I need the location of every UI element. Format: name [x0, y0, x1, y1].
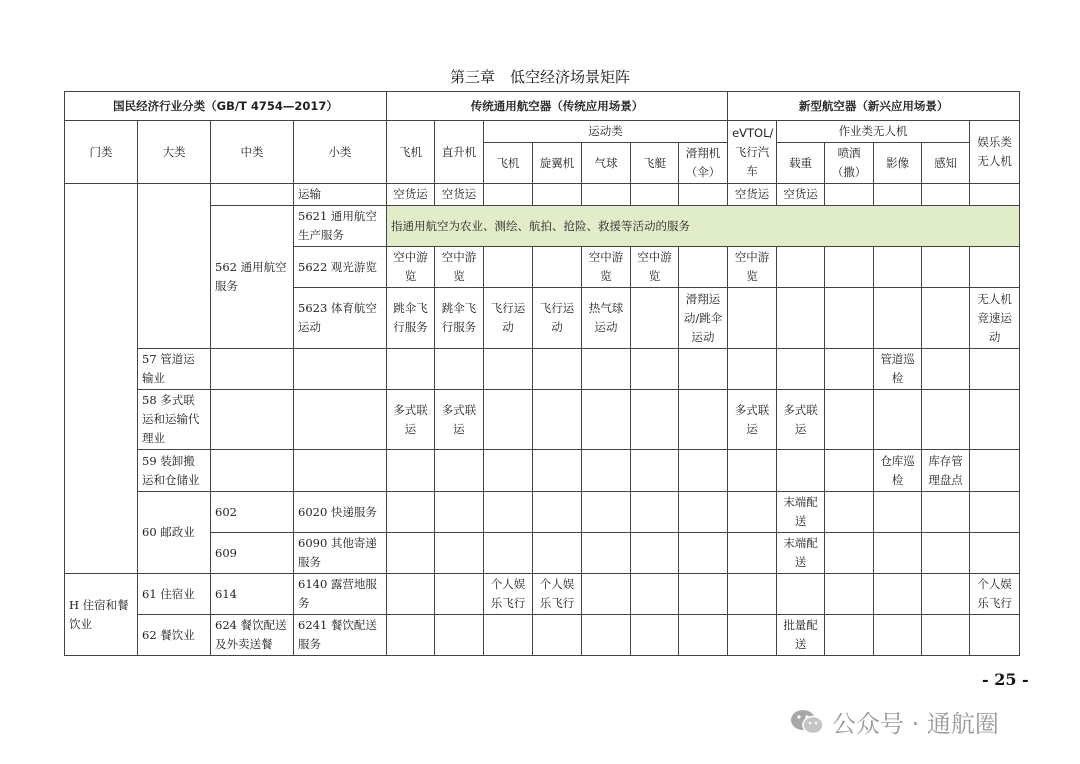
- col-spray: 喷洒（撒）: [825, 143, 874, 184]
- table-row: H 住宿和餐饮业 61 住宿业 614 6140 露营地服务 个人娱乐飞行 个人娱乐飞行 个人娱乐飞行: [65, 574, 1020, 615]
- table-row: 58 多式联运和运输代理业 多式联运 多式联运 多式联运 多式联运: [65, 390, 1020, 450]
- col-helicopter: 直升机: [435, 121, 484, 184]
- col-load: 载重: [777, 143, 825, 184]
- header-row-2: [65, 121, 1020, 143]
- table-row: 62 餐饮业 624 餐饮配送及外卖送餐 6241 餐饮配送服务 批量配送: [65, 615, 1020, 656]
- table-row: 59 装卸搬运和仓储业 仓库巡检 库存管理盘点: [65, 450, 1020, 492]
- col-glider: 滑翔机（伞）: [679, 143, 728, 184]
- watermark: [790, 704, 999, 739]
- table-row: 5623 体育航空运动 跳伞飞行服务 跳伞飞行服务 飞行运动 飞行运动 热气球运动 滑翔运动/跳伞运动 无人机竞速运动: [65, 288, 1020, 349]
- table-row: 5622 观光游览 空中游览 空中游览 空中游览 空中游览 空中游览: [65, 247, 1020, 288]
- col-balloon: 气球: [582, 143, 631, 184]
- col-zhong: 中类: [211, 121, 294, 184]
- col-xiao: 小类: [294, 121, 387, 184]
- table-row: 609 6090 其他寄递服务 末端配送: [65, 533, 1020, 574]
- table-row: 57 管道运输业 管道巡检: [65, 349, 1020, 390]
- col-men: 门类: [65, 121, 138, 184]
- wechat-icon: [790, 709, 824, 735]
- header-new-aircraft: 新型航空器（新兴应用场景）: [728, 92, 1020, 121]
- col-entertainment-uav: 娱乐类无人机: [970, 121, 1020, 184]
- page-number: - 25 -: [982, 670, 1029, 689]
- scenario-matrix-table: [64, 91, 1020, 656]
- chapter-title: 第三章 低空经济场景矩阵: [449, 68, 630, 86]
- col-rotor: 旋翼机: [533, 143, 582, 184]
- header-work-uav: 作业类无人机: [777, 121, 970, 143]
- col-evtol: eVTOL/飞行汽车: [728, 121, 777, 184]
- general-aviation-description: 指通用航空为农业、测绘、航拍、抢险、救援等活动的服务: [387, 206, 1020, 247]
- col-da: 大类: [138, 121, 211, 184]
- table-row: 562 通用航空服务 5621 通用航空生产服务 指通用航空为农业、测绘、航拍、抢险、救援等活动的服务: [65, 206, 1020, 247]
- header-industry-classification: 国民经济行业分类（GB/T 4754—2017）: [65, 92, 387, 121]
- col-sense: 感知: [922, 143, 970, 184]
- col-airship: 飞艇: [631, 143, 679, 184]
- col-plane: 飞机: [387, 121, 435, 184]
- header-row-1: [65, 92, 1020, 121]
- header-traditional-aircraft: 传统通用航空器（传统应用场景）: [387, 92, 728, 121]
- table-row: 运输 空货运 空货运 空货运 空货运: [65, 184, 1020, 206]
- col-sport-plane: 飞机: [484, 143, 533, 184]
- watermark-text: 公众号 · 通航圈: [832, 710, 999, 738]
- header-sport: 运动类: [484, 121, 728, 143]
- col-image: 影像: [874, 143, 922, 184]
- table-row: 60 邮政业 602 6020 快递服务 末端配送: [65, 492, 1020, 533]
